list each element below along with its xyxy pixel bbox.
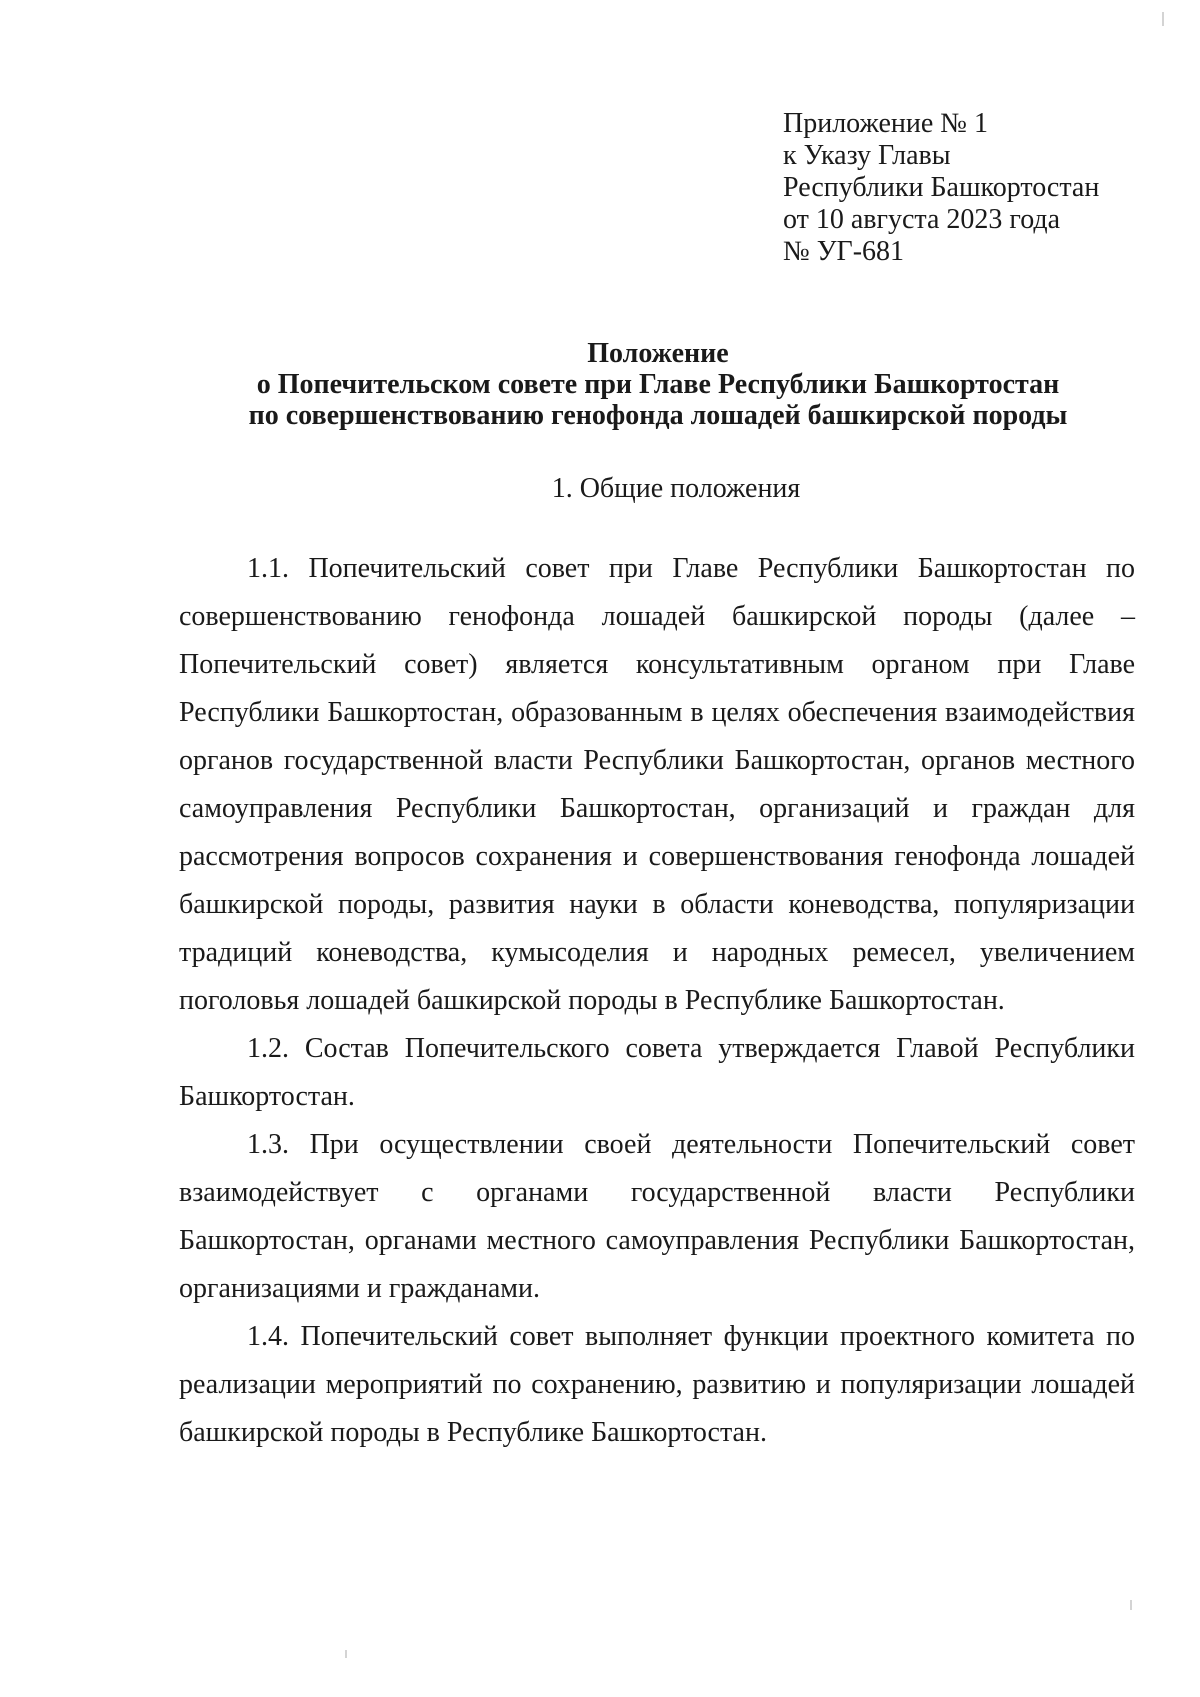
scan-artifact bbox=[345, 1650, 347, 1658]
appendix-line-republic: Республики Башкортостан bbox=[783, 172, 1100, 203]
paragraph-1-4: 1.4. Попечительский совет выполняет функции проектного комитета по реализации мероприятий по сохранению, развитию и популяризации лошадей башкирской породы в Республике Башкортостан. bbox=[179, 1321, 1135, 1448]
appendix-line-number: Приложение № 1 bbox=[783, 108, 988, 139]
document-title bbox=[0, 338, 1200, 431]
scan-artifact bbox=[1162, 12, 1164, 26]
appendix-line-decree-number: № УГ-681 bbox=[783, 236, 905, 267]
appendix-line-date: от 10 августа 2023 года bbox=[783, 204, 1061, 235]
document-body bbox=[179, 545, 1135, 1457]
appendix-block bbox=[783, 108, 1099, 268]
scan-artifact bbox=[1130, 1600, 1132, 1610]
paragraph-1-1: 1.1. Попечительский совет при Главе Республики Башкортостан по совершенствованию генофонда лошадей башкирской породы (далее – Попечительский совет) является консультативным органом при Главе Республики Башкортостан, образованным в целях обеспечения взаимодействия органов государственной власти Республики Башкортостан, органов местного самоуправления Республики Башкортостан, организаций и граждан для рассмотрения вопросов сохранения и совершенствования генофонда лошадей башкирской породы, развития науки в области коневодства, популяризации традиций коневодства, кумысоделия и народных ремесел, увеличением поголовья лошадей башкирской породы в Республике Башкортостан. bbox=[179, 553, 1135, 1016]
title-line-3: по совершенствованию генофонда лошадей башкирской породы bbox=[248, 400, 1068, 431]
appendix-line-decree: к Указу Главы bbox=[783, 140, 951, 171]
title-line-2: о Попечительском совете при Главе Республики Башкортостан bbox=[256, 369, 1060, 400]
title-line-1: Положение bbox=[587, 338, 729, 369]
paragraph-1-2: 1.2. Состав Попечительского совета утверждается Главой Республики Башкортостан. bbox=[179, 1033, 1135, 1112]
paragraph-1-3: 1.3. При осуществлении своей деятельности Попечительский совет взаимодействует с органами государственной власти Республики Башкортостан, органами местного самоуправления Республики Башкортостан, организациями и гражданами. bbox=[179, 1129, 1135, 1304]
section-heading: 1. Общие положения bbox=[551, 473, 801, 504]
